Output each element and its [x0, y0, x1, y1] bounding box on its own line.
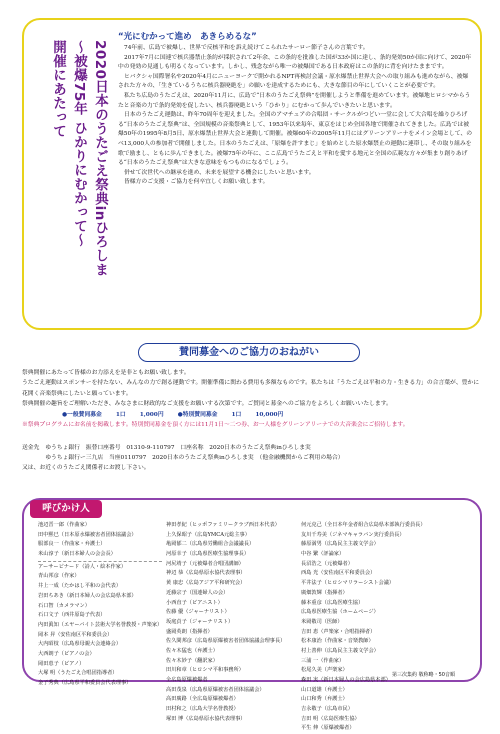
- callers-column-3: [301, 521, 426, 734]
- caller-name: 平生 伸（原爆被爆者）: [301, 725, 355, 732]
- intro-paragraph: 2017年7月に国連で核兵器禁止条約が採択されて2年余、この条約を批准した国が33か国に達し、条約発効50か国に向けて、2020年中の発効の見通しも明るくなっています。しかし、残念ながら唯一の被爆国である日本政府はこの条約に背を向けたままです。: [118, 54, 472, 71]
- intro-paragraph: 74年前、広島で被爆し、世界で反核平和を訴え続けてこられたサーロー節子さんの言葉です。: [124, 45, 369, 51]
- vertical-title-line1: 2020日本のうたごえ祭典inひろしま: [92, 40, 108, 277]
- caller-name: 黄 康忠（広島アジア平和研究会）: [166, 580, 246, 587]
- caller-name: 内田眞知（エヤーバイト芸術大学名誉教授・声楽家）: [38, 621, 163, 628]
- caller-name: 森田 実（新日本婦人の会広島県本部）: [301, 677, 391, 683]
- caller-name: 田中熙巳（日本原水爆被害者団体協議会）: [38, 531, 137, 538]
- caller-name: 岩田ちあき（新日本婦人の会広島県本部）: [38, 592, 137, 599]
- donation-options: [22, 410, 482, 420]
- caller-name: 大内昭枝（広島県母親大会連絡会）: [38, 641, 122, 648]
- caller-name: 西島 光（安佐南区平和委員会）: [301, 570, 376, 577]
- caller-name: 佐藤 優（ジャーナリスト）: [166, 609, 230, 616]
- caller-name: 何元克己（全日本年金者組合広島県本部執行委員長）: [301, 522, 426, 528]
- caller-name: 吉田 恵（声楽家・合唱指揮者）: [301, 628, 376, 635]
- donation-paragraph: うたごえ運動はスポンサーを持たない、みんなの力で創る運動です。開催準備に関わる費用も多額なものです。私たちは「うたごえは平和の力・生きる力」の合言葉が、豊かに花開く音楽祭典にしたいと願っています。: [22, 380, 480, 397]
- caller-name: 石口文子（西井原島子代表）: [38, 612, 106, 619]
- caller-name: 山口道雄（弁護士）: [301, 686, 348, 693]
- donation-title: 賛同募金へのご協力のおねがい: [138, 343, 360, 362]
- caller-name: 山口和秀（弁護士）: [301, 696, 348, 703]
- caller-name: 全広島原爆被爆者: [166, 677, 208, 683]
- caller-name: 田川和章（ヒロシマ平和事務所）: [166, 667, 244, 674]
- caller-name: 亀岡郁二（広島県労働組合会議議長）: [166, 541, 255, 548]
- caller-name: 河原幸子（広島県医療生協理事長）: [166, 551, 250, 558]
- caller-name: 金子秀典（広島県平和委員会代表理事）: [38, 680, 132, 686]
- caller-name: 広島県医療生協（ホームページ）: [301, 609, 379, 616]
- caller-name: 坂庭貞子（ジャーナリスト）: [166, 618, 234, 625]
- caller-name: 高田茂泉（広島県原爆被害者団体協議会）: [166, 686, 265, 693]
- caller-name: 藤原満男（広島民主主義文学会）: [301, 541, 379, 548]
- caller-name: 服部良一（作曲家・弁護士）: [38, 541, 106, 548]
- caller-name: 石口智（カメラマン）: [38, 602, 90, 609]
- intro-paragraph: 日本のうたごえ運動は、昨年70周年を迎えました。全国のアマチュアの合唱団・サークルがつどい一堂に会して大合唱を繰りひろげる“日本のうたごえ祭典”は、全国規模の音楽祭典として、1953年以来毎年、東京をはじめ全国各地で開催されてきました。広島では被爆50年の1995年8月5日、原水爆禁止世界大会と連動して開催。被爆60年の2005年11月にはグリーンアリーナをメイン会場として、のべ13,000人の参加者で開催しました。日本のうたごえは、「原爆を許すまじ」を始めとした原水爆禁止の運動に連帯し、その取り組みを歌で励まし、ともに歩んできました。被爆75年の年に、ここ広島でうたごえと平和を愛する地元と全国の広範な方々が集まり創りあげる“日本のうたごえ祭典”は大きな意味をもつものになるでしょう。: [118, 112, 473, 167]
- intro-paragraph: 皆様方のご支援・ご協力を何卒宜しくお願い致します。: [124, 179, 269, 186]
- caller-name: 吉田 明（広島医療生協）: [301, 715, 360, 722]
- transfer-line: ゆうちょ銀行ー三九店 当座0110797 2020日本のうたごえ祭典inひろしま実 （他金融機関からご利用の場合）: [22, 455, 344, 462]
- caller-divider: [38, 561, 162, 562]
- caller-name: 村上善伸（広島民主主義文学会）: [301, 647, 379, 654]
- donation-paragraph: 祭典開催にあたって皆様のお力添えを是非ともお願い致します。: [22, 370, 190, 376]
- donation-special-units: 1口: [231, 411, 242, 418]
- caller-name: 池辺晋一郎（作曲家）: [38, 522, 90, 528]
- caller-name: 長沼浩之（元被爆者）: [301, 560, 353, 567]
- caller-name: 小西直子（ピアニスト）: [166, 599, 223, 606]
- caller-name: 井上一成（たかはし平和の会代表）: [38, 583, 122, 590]
- callers-column-1: [38, 521, 162, 689]
- program-note: ※祭典プログラムにお名前を掲載します。特別賛同募金を頂く方には11月1日～二つ券、お一人様をグリーンアリーナでの大音楽会にご招待します。: [22, 422, 409, 429]
- caller-name: 盛岡英朗（指揮者）: [166, 628, 213, 635]
- vertical-title-line3: 開催にあたって: [50, 40, 66, 138]
- intro-text: [118, 44, 473, 188]
- donation-general-units: 1口: [115, 411, 126, 418]
- caller-name: 友川千寿美（ジネマキャラバン実行委員長）: [301, 531, 405, 538]
- caller-name: 神田孝紀（ヒッポファミリークラブ西日本代表）: [166, 522, 280, 528]
- transfer-line: 送金先 ゆうちょ銀行 振替口座番号 01310-9-110797 口座名称 2020日本のうたごえ祭典inひろしま実: [22, 445, 311, 451]
- caller-name: 松本康治（作曲家・音楽教師）: [301, 638, 374, 645]
- caller-name: 田村和之（広島大学名誉教授）: [166, 706, 239, 713]
- vertical-title-line2: 〜被爆75年 ひかりにむかって〜: [71, 40, 87, 247]
- caller-name: 佐々木妙子（翻訳家）: [166, 657, 218, 664]
- donation-special-amount: 10,000円: [255, 411, 284, 418]
- donation-general-label: ●一般賛同募金: [62, 411, 102, 418]
- intro-paragraph: ヒバクシャ国際署名や2020年4月にニューヨークで開かれるNPT再検討会議・原水爆禁止世界大会への取り組みも進めながら、被爆された方々の、「生きているうちに核兵器廃絶を」の願いを達成するためにも、大きな節目の年にしていくことが必要です。: [118, 73, 469, 90]
- donation-general-amount: 1,000円: [139, 411, 164, 418]
- caller-name: 近藤宗子（国連婦人の会）: [166, 589, 229, 596]
- caller-name: 大西朗子（ピアノの会）: [38, 650, 95, 657]
- caller-name: 米山淳子（新日本婦人の会会長）: [38, 551, 116, 558]
- caller-name: 岡本 昇（安佐南区平和委員会）: [38, 631, 113, 638]
- caller-name: 青山邦彦（作家）: [38, 573, 80, 580]
- caller-name: 河尻靖子（元被爆者合唱団講師）: [166, 560, 244, 567]
- caller-name: 松尾久美（声楽家）: [301, 667, 348, 674]
- headline-quote: “光にむかって進め あきらめるな”: [118, 32, 257, 42]
- caller-name: 吉永敬子（広島市民）: [301, 706, 353, 713]
- intro-paragraph: 併せて次世代への継承を進め、未来を展望する機会にしたいと思います。: [124, 169, 315, 176]
- vertical-title: [40, 40, 110, 310]
- caller-name: 佐々木猛也（弁護士）: [166, 647, 218, 654]
- donation-paragraph: 祭典開催の趣旨をご理解いただき、みなさまに財政的なご支援をお願いする次第です。ご賛同と募金へのご協力をよろしくお願いいたします。: [22, 401, 392, 408]
- transfer-info: [22, 443, 482, 474]
- donation-text: [22, 368, 482, 430]
- caller-name: 平井法子（ヒロシマリラーシスト会議）: [301, 580, 395, 587]
- caller-name: 岡田恵子（ピアノ）: [38, 660, 85, 667]
- donation-special-label: ●特別賛同募金: [177, 411, 218, 418]
- callers-badge: 呼びかけ人: [30, 500, 102, 518]
- callers-column-2: [166, 521, 285, 724]
- caller-name: 佐久間邦彦（広島県原爆被害者団体協議会理事長）: [166, 638, 286, 645]
- caller-name: 廣畑敦輝（指揮者）: [301, 589, 348, 596]
- caller-name: 大塚 明（うたごえ合唱団指導者）: [38, 670, 118, 677]
- caller-name: アーサービナード（詩人・絵本作家）: [38, 563, 127, 570]
- caller-name: 上久保昭子（広島YMCA元総主事）: [166, 531, 250, 538]
- caller-name: 米岡敬司（医師）: [301, 618, 343, 625]
- caller-name: 神辺 恭（広島県原水協代表理事）: [166, 570, 246, 577]
- caller-name: 高田廣路（全広島原爆被爆者）: [166, 696, 239, 703]
- intro-paragraph: 私たち広島のうたごえは、2020年11月に、広島で“日本のうたごえ祭典”を開催しようと準備を進めています。被爆地ヒロシマからうたと音楽の力で条約発効を促したい、核兵器廃絶という「ひかり」にむかって歩んでいきたいと思います。: [118, 92, 471, 109]
- caller-name: 塚田 博（広島県原水協代表理事）: [166, 715, 246, 722]
- caller-name: 藤本重彦（広島医療生協）: [301, 599, 364, 606]
- caller-name: 三浦 一（作曲家）: [301, 657, 345, 664]
- caller-name: 中谷 繁（評論家）: [301, 551, 345, 558]
- footer-mark: 第三次集約 敬称略・50音順: [392, 672, 455, 678]
- transfer-line: 又は、お近くのうたごえ関係者にお渡し下さい。: [22, 465, 150, 472]
